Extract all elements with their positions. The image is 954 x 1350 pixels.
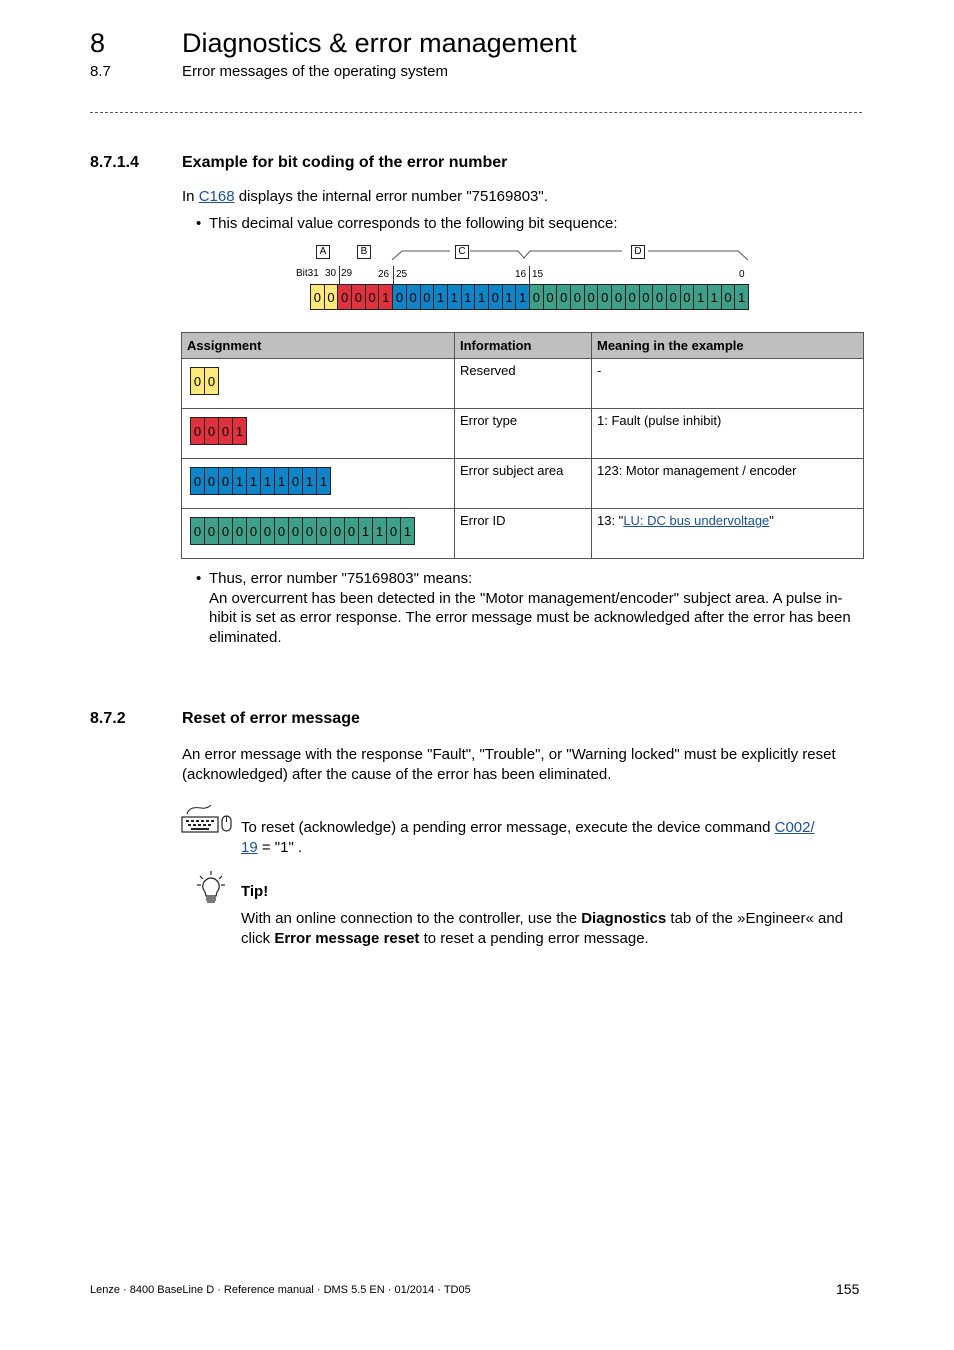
tick-15 bbox=[529, 266, 530, 284]
intro-text-post: displays the internal error number "75169803". bbox=[234, 188, 548, 205]
bit-cell: 0 bbox=[303, 518, 317, 544]
bit-cell: 1 bbox=[379, 285, 393, 309]
chapter-title: Diagnostics & error management bbox=[182, 28, 577, 58]
tip-text bbox=[241, 909, 871, 948]
tip-bold-reset: Error message reset bbox=[274, 929, 420, 947]
bit-cell: 0 bbox=[489, 285, 503, 309]
header-divider bbox=[90, 112, 862, 113]
meaning-cell bbox=[592, 509, 864, 559]
bit-pos-25: 25 bbox=[396, 269, 408, 280]
bit-cell: 0 bbox=[722, 285, 736, 309]
assignment-cell bbox=[182, 509, 455, 559]
tip-bold-diagnostics: Diagnostics bbox=[581, 910, 667, 927]
assignment-cell bbox=[182, 359, 455, 409]
bit-cell: 1 bbox=[303, 468, 317, 494]
meaning-cell: 123: Motor management / encoder bbox=[592, 459, 864, 509]
chapter-number: 8 bbox=[90, 28, 106, 58]
table-row bbox=[182, 359, 864, 409]
section-title: Error messages of the operating system bbox=[182, 63, 448, 80]
lightbulb-icon bbox=[196, 870, 226, 906]
bit-cell: 0 bbox=[640, 285, 654, 309]
tip-text-post: tab of the »Engineer« and bbox=[666, 910, 844, 927]
bit-cell: 1 bbox=[261, 468, 275, 494]
label-box-b: B bbox=[357, 245, 371, 259]
bit-cell: 0 bbox=[317, 518, 331, 544]
bit-cell: 0 bbox=[289, 468, 303, 494]
bit-cell: 0 bbox=[530, 285, 544, 309]
mini-bits-subject-area bbox=[190, 467, 331, 495]
bit-pos-29: 29 bbox=[341, 268, 353, 279]
bit-cell: 0 bbox=[667, 285, 681, 309]
bit-cell: 1 bbox=[448, 285, 462, 309]
bullet-2-text bbox=[209, 569, 869, 647]
bullet-2-line: hibit is set as error response. The error message must be acknowledged after the error has been bbox=[209, 609, 851, 626]
meaning-pre: 13: " bbox=[597, 513, 624, 528]
page-number: 155 bbox=[836, 1281, 860, 1297]
lu-dc-bus-link[interactable]: LU: DC bus undervoltage bbox=[623, 513, 770, 528]
bit-cell: 1 bbox=[516, 285, 530, 309]
bit-cell: 1 bbox=[434, 285, 448, 309]
bit-cell: 0 bbox=[191, 518, 205, 544]
info-cell: Error ID bbox=[455, 509, 592, 559]
bit-cell: 0 bbox=[205, 468, 219, 494]
info-cell: Error type bbox=[455, 409, 592, 459]
mini-bits-error-id bbox=[190, 517, 415, 545]
bit-cell: 0 bbox=[387, 518, 401, 544]
bit-cell: 0 bbox=[338, 285, 352, 309]
table-row bbox=[182, 459, 864, 509]
bit-cell: 0 bbox=[275, 518, 289, 544]
bit-cell: 0 bbox=[544, 285, 558, 309]
tip-title: Tip! bbox=[241, 883, 269, 900]
col-information: Information bbox=[455, 333, 592, 359]
bit-cell: 0 bbox=[653, 285, 667, 309]
bit-cell: 1 bbox=[708, 285, 722, 309]
bit-cell: 0 bbox=[352, 285, 366, 309]
bit-cell: 1 bbox=[247, 468, 261, 494]
bit-sequence bbox=[310, 284, 749, 310]
bullet-2-line: Thus, error number "75169803" means: bbox=[209, 570, 473, 587]
section-872-number: 8.7.2 bbox=[90, 710, 126, 727]
bit-cell: 0 bbox=[205, 518, 219, 544]
bullet-1: • bbox=[196, 215, 202, 232]
col-assignment: Assignment bbox=[182, 333, 455, 359]
mini-bits-error-type bbox=[190, 417, 247, 445]
bit-cell: 1 bbox=[475, 285, 489, 309]
bit-cell: 0 bbox=[407, 285, 421, 309]
meaning-cell: - bbox=[592, 359, 864, 409]
reset-paragraph bbox=[182, 745, 867, 784]
bit-cell: 0 bbox=[191, 468, 205, 494]
label-box-c: C bbox=[455, 245, 469, 259]
bit-cell: 0 bbox=[325, 285, 339, 309]
bit-cell: 0 bbox=[612, 285, 626, 309]
bit-cell: 0 bbox=[219, 418, 233, 444]
bit-cell: 0 bbox=[626, 285, 640, 309]
tip-line-2 bbox=[241, 929, 871, 949]
bit-cell: 1 bbox=[317, 468, 330, 494]
tick-29 bbox=[339, 266, 340, 284]
bit-cell: 1 bbox=[401, 518, 414, 544]
bit-pos-0: 0 bbox=[739, 269, 745, 280]
bit-cell: 0 bbox=[261, 518, 275, 544]
bit-cell: 1 bbox=[373, 518, 387, 544]
section-number: 8.7 bbox=[90, 63, 111, 80]
meaning-post: " bbox=[769, 513, 774, 528]
bit-cell: 0 bbox=[393, 285, 407, 309]
bit-pos-16: 16 bbox=[515, 269, 527, 280]
bit-pos-15: 15 bbox=[532, 269, 544, 280]
footer-text: Lenze · 8400 BaseLine D · Reference manual · DMS 5.5 EN · 01/2014 · TD05 bbox=[90, 1284, 471, 1296]
bit-cell: 0 bbox=[219, 468, 233, 494]
mini-bits-reserved bbox=[190, 367, 219, 395]
info-cell: Reserved bbox=[455, 359, 592, 409]
bit-cell: 1 bbox=[359, 518, 373, 544]
reset-line: (acknowledged) after the cause of the error has been eliminated. bbox=[182, 765, 612, 783]
meaning-cell: 1: Fault (pulse inhibit) bbox=[592, 409, 864, 459]
c002-link[interactable]: C002/ bbox=[774, 819, 815, 836]
tip-text-pre: With an online connection to the controller, use the bbox=[241, 910, 582, 927]
bit-cell: 0 bbox=[585, 285, 599, 309]
table-row bbox=[182, 509, 864, 559]
bullet-1-text: This decimal value corresponds to the following bit sequence: bbox=[209, 215, 618, 232]
bit-cell: 0 bbox=[311, 285, 325, 309]
bit-cell: 0 bbox=[247, 518, 261, 544]
reset-instruction-post: = "1" . bbox=[257, 838, 303, 856]
table-row bbox=[182, 409, 864, 459]
bit-cell: 0 bbox=[205, 418, 219, 444]
bit-pos-26: 26 bbox=[378, 269, 390, 280]
c168-link[interactable]: C168 bbox=[198, 188, 235, 205]
subsection-title: Example for bit coding of the error number bbox=[182, 154, 508, 171]
bit-cell: 0 bbox=[233, 518, 247, 544]
info-cell: Error subject area bbox=[455, 459, 592, 509]
bit-cell: 0 bbox=[219, 518, 233, 544]
label-box-a: A bbox=[316, 245, 330, 259]
tip-line-1 bbox=[241, 909, 871, 929]
bit-cell: 0 bbox=[331, 518, 345, 544]
bit-cell: 1 bbox=[503, 285, 517, 309]
bullet-2-line: An overcurrent has been detected in the "Motor management/encoder" subject area. A pulse in- bbox=[209, 589, 843, 607]
bit-cell: 0 bbox=[421, 285, 435, 309]
subsection-number: 8.7.1.4 bbox=[90, 154, 139, 171]
keyboard-mouse-icon bbox=[181, 804, 235, 836]
reset-instruction bbox=[241, 818, 861, 857]
label-box-d: D bbox=[631, 245, 645, 259]
bit-cell: 0 bbox=[191, 368, 205, 394]
bit-cell: 0 bbox=[681, 285, 695, 309]
reset-instruction-text: To reset (acknowledge) a pending error message, execute the device command bbox=[241, 819, 775, 836]
intro-paragraph bbox=[182, 187, 548, 207]
bit-cell: 0 bbox=[366, 285, 380, 309]
tip-text-pre: click bbox=[241, 929, 275, 947]
bit-cell: 0 bbox=[571, 285, 585, 309]
tip-text-post: to reset a pending error message. bbox=[419, 929, 649, 947]
bit-cell: 1 bbox=[694, 285, 708, 309]
bit-cell: 0 bbox=[557, 285, 571, 309]
assignment-cell bbox=[182, 459, 455, 509]
assignment-table bbox=[181, 332, 864, 559]
bit-cell: 1 bbox=[233, 468, 247, 494]
bit-cell: 0 bbox=[598, 285, 612, 309]
bit-cell: 0 bbox=[345, 518, 359, 544]
bullet-2: • bbox=[196, 570, 202, 587]
bit-cell: 1 bbox=[735, 285, 748, 309]
reset-line: An error message with the response "Fault", "Trouble", or "Warning locked" must be explicitly reset bbox=[182, 746, 836, 763]
c002-19-link[interactable]: 19 bbox=[241, 838, 258, 856]
bit-pos-30: 30 bbox=[325, 268, 337, 279]
bit-cell: 1 bbox=[462, 285, 476, 309]
col-meaning: Meaning in the example bbox=[592, 333, 864, 359]
bit-cell: 0 bbox=[205, 368, 218, 394]
bit-cell: 1 bbox=[275, 468, 289, 494]
intro-text: In bbox=[182, 188, 199, 205]
assignment-cell bbox=[182, 409, 455, 459]
bit-cell: 0 bbox=[191, 418, 205, 444]
bit-pos-31: Bit31 bbox=[296, 268, 319, 279]
bit-cell: 0 bbox=[289, 518, 303, 544]
tick-25 bbox=[393, 266, 394, 284]
section-872-title: Reset of error message bbox=[182, 710, 360, 727]
bit-cell: 1 bbox=[233, 418, 246, 444]
group-brackets bbox=[390, 248, 752, 262]
bullet-2-line: eliminated. bbox=[209, 628, 282, 646]
